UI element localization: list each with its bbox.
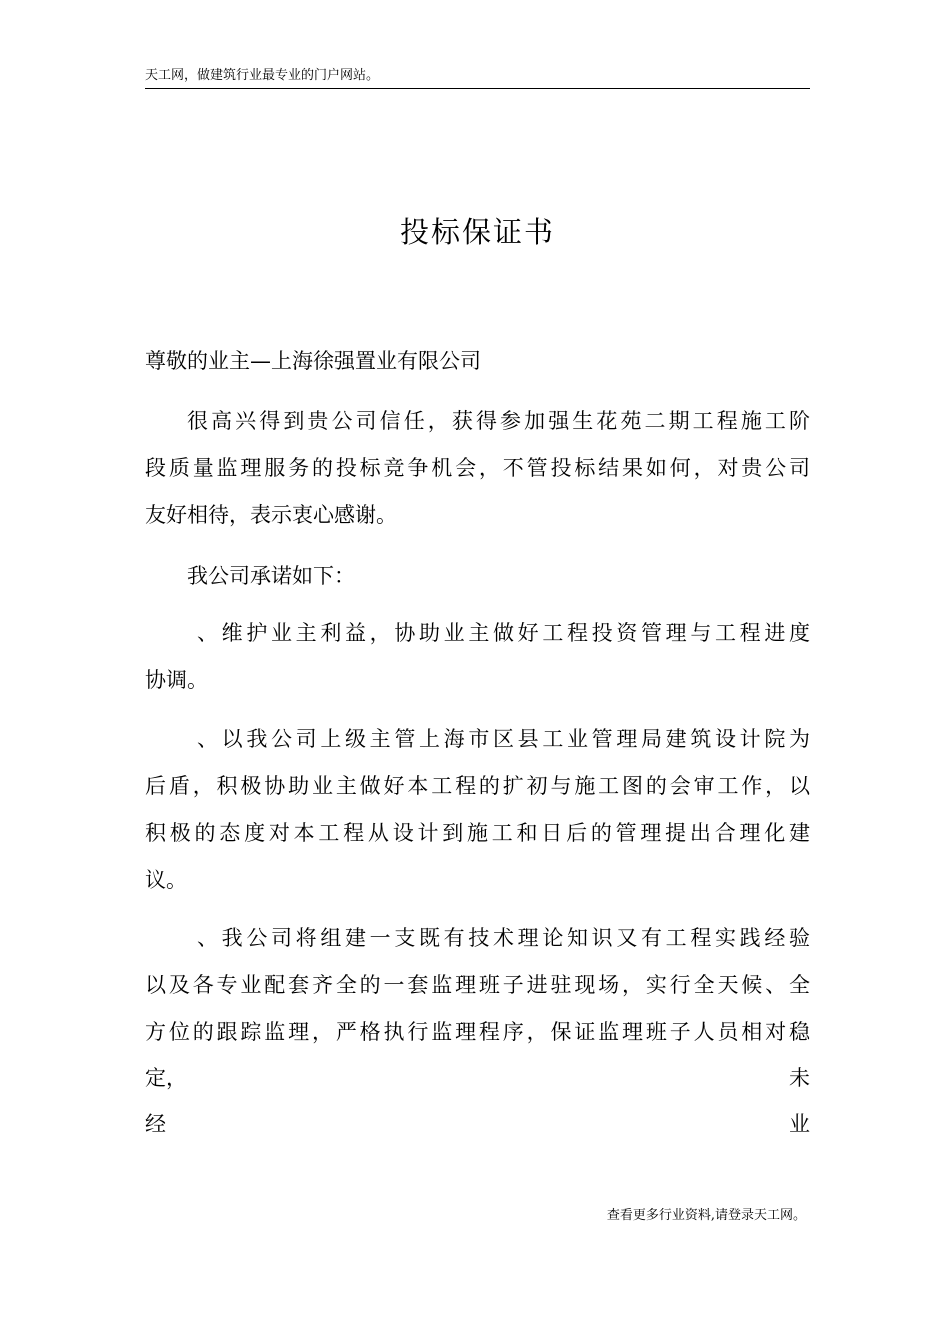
salutation: 尊敬的业主—上海徐强置业有限公司 xyxy=(145,349,481,373)
paragraph-intro-line-2: 段质量监理服务的投标竞争机会，不管投标结果如何，对贵公司 xyxy=(145,456,810,480)
item-3-line-1: 、我公司将组建一支既有技术理论知识又有工程实践经验 xyxy=(197,926,810,950)
item-3-line-4-right: 未 xyxy=(789,1066,810,1090)
item-2-line-4: 议。 xyxy=(145,868,187,892)
item-3-line-5-right: 业 xyxy=(789,1112,810,1136)
item-3-line-5 xyxy=(145,1109,810,1139)
item-2-line-2: 后盾，积极协助业主做好本工程的扩初与施工图的会审工作，以 xyxy=(145,774,810,798)
page-footer-text: 查看更多行业资料,请登录天工网。 xyxy=(606,1208,806,1223)
item-3-line-3: 方位的跟踪监理，严格执行监理程序，保证监理班子人员相对稳 xyxy=(145,1020,810,1044)
item-2-line-3: 积极的态度对本工程从设计到施工和日后的管理提出合理化建 xyxy=(145,821,810,845)
paragraph-intro-line-1: 很高兴得到贵公司信任，获得参加强生花苑二期工程施工阶 xyxy=(187,409,810,433)
item-3-line-5-left: 经 xyxy=(145,1112,166,1136)
header-divider xyxy=(145,88,810,89)
page-header-text: 天工网，做建筑行业最专业的门户网站。 xyxy=(145,68,380,83)
item-1-line-1: 、维护业主利益，协助业主做好工程投资管理与工程进度 xyxy=(197,621,810,645)
item-3-line-4-left: 定， xyxy=(145,1066,187,1090)
item-1-line-2: 协调。 xyxy=(145,668,208,692)
paragraph-intro-line-3: 友好相待，表示衷心感谢。 xyxy=(145,503,397,527)
commitment-heading: 我公司承诺如下： xyxy=(187,564,355,588)
item-3-line-2: 以及各专业配套齐全的一套监理班子进驻现场，实行全天候、全 xyxy=(145,973,810,997)
document-title: 投标保证书 xyxy=(399,215,555,249)
item-2-line-1: 、以我公司上级主管上海市区县工业管理局建筑设计院为 xyxy=(197,727,810,751)
item-3-line-4 xyxy=(145,1063,810,1093)
